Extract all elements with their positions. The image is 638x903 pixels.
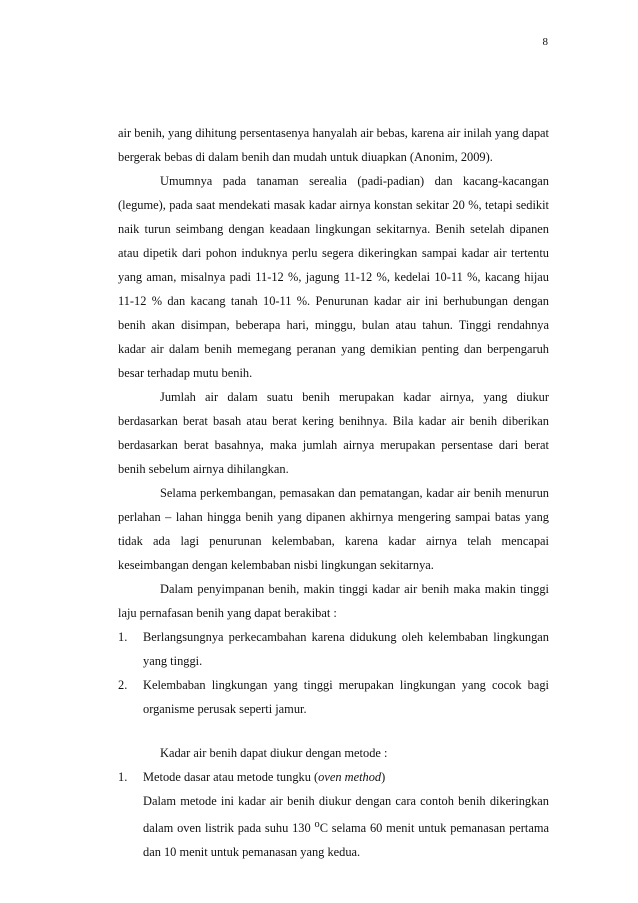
list-item-text: Berlangsungnya perkecambahan karena didukung oleh kelembaban lingkungan yang tinggi. [143,630,549,668]
degree-superscript: o [314,819,320,830]
list-item [118,673,549,721]
list-number: 1. [118,630,128,644]
method-title-italic: oven method [318,770,382,784]
body-text [118,121,549,864]
spacer [118,721,549,741]
list-item [118,625,549,673]
consequence-list [118,625,549,721]
list-item-text: Kelembaban lingkungan yang tinggi merupakan lingkungan yang cocok bagi organisme perusak seperti jamur. [143,678,549,716]
paragraph-2: Umumnya pada tanaman serealia (padi-padian) dan kacang-kacangan (legume), pada saat mendekati masak kadar airnya konstan sekitar 20 %, tetapi sedikit naik turun seimbang dengan keadaan lingkungan sekitarnya. Benih setelah dipanen atau dipetik dari pohon induknya perlu segera dikeringkan sampai kadar air tertentu yang aman, misalnya padi 11-12 %, jagung 11-12 %, kedelai 10-11 %, kacang hijau 11-12 % dan kacang tanah 10-11 %. Penurunan kadar air ini berhubungan dengan benih akan disimpan, beberapa hari, minggu, bulan atau tahun. Tinggi rendahnya kadar air dalam benih memegang peranan yang demikian penting dan berpengaruh besar terhadap mutu benih. [118,174,549,380]
list-number: 1. [118,770,128,784]
method-title: Metode dasar atau metode tungku (oven method) [143,770,386,784]
method-list [118,765,549,864]
page-number: 8 [542,36,548,48]
paragraph-1: air benih, yang dihitung persentasenya hanyalah air bebas, karena air inilah yang dapat bergerak bebas di dalam benih dan mudah untuk diuapkan (Anonim, 2009). [118,126,549,164]
list-number: 2. [118,678,128,692]
paragraph-3: Jumlah air dalam suatu benih merupakan kadar airnya, yang diukur berdasarkan berat basah atau berat kering benihnya. Bila kadar air benih diberikan berdasarkan berat basahnya, maka jumlah airnya merupakan persentase dari berat benih sebelum airnya dihilangkan. [118,390,549,476]
list-item [118,765,549,864]
paragraph-4: Selama perkembangan, pemasakan dan pematangan, kadar air benih menurun perlahan – lahan hingga benih yang dipanen akhirnya mengering sampai batas yang tidak ada lagi penurunan kelembaban, karena kadar airnya telah mencapai keseimbangan dengan kelembaban nisbi lingkungan sekitarnya. [118,486,549,572]
method-description: Dalam metode ini kadar air benih diukur dengan cara contoh benih dikeringkan dalam oven listrik pada suhu 130 $^o$C selama 60 menit untuk pemanasan pertama dan 10 menit untuk pemanasan yang kedua. [143,794,549,860]
method-intro: Kadar air benih dapat diukur dengan metode : [160,746,388,760]
paragraph-5: Dalam penyimpanan benih, makin tinggi kadar air benih maka makin tinggi laju pernafasan benih yang dapat berakibat : [118,582,549,620]
